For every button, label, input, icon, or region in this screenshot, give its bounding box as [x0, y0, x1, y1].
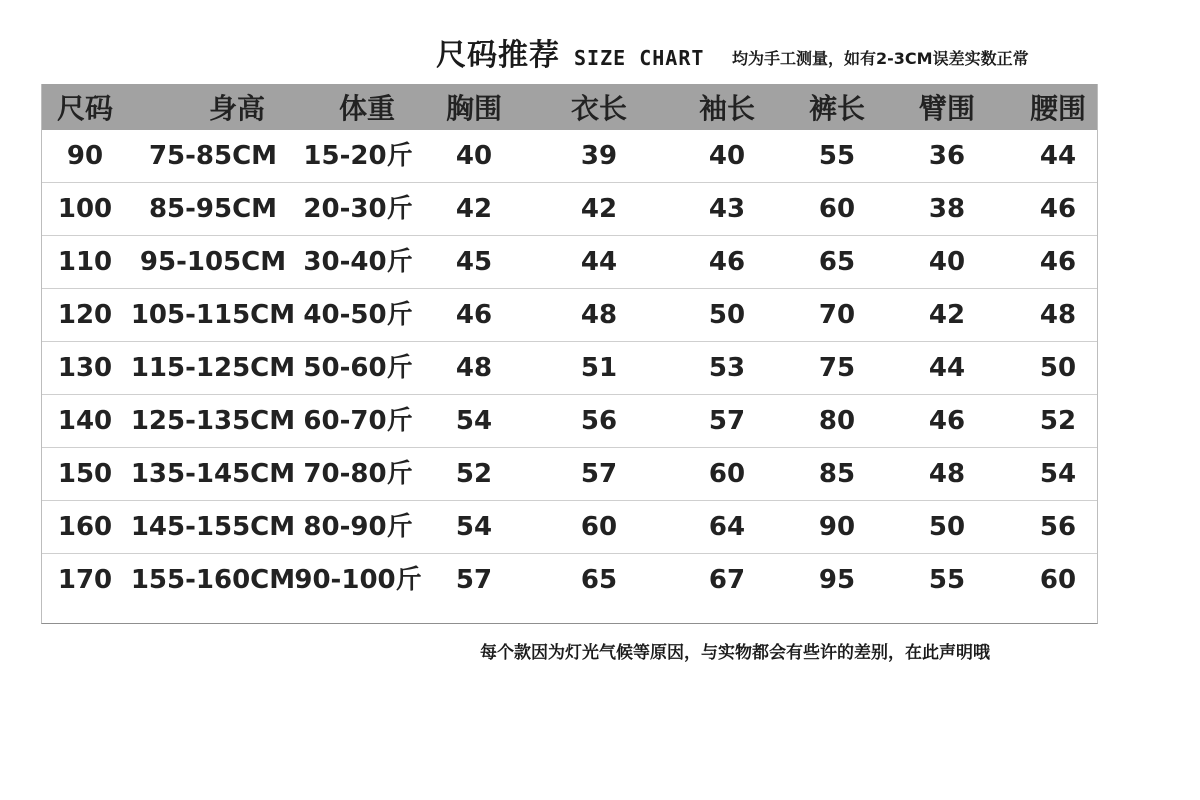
cell-chest: 48: [455, 353, 493, 383]
cell-waist: 52: [1039, 406, 1077, 436]
cell-size: 140: [57, 406, 113, 436]
cell-height: 135-145CM: [130, 459, 296, 489]
cell-pants: 75: [818, 353, 856, 383]
cell-pants: 80: [818, 406, 856, 436]
cell-sleeve: 67: [708, 565, 746, 595]
cell-height: 85-95CM: [148, 194, 278, 224]
cell-size: 160: [57, 512, 113, 542]
cell-arm: 55: [928, 565, 966, 595]
cell-height: 75-85CM: [148, 141, 278, 171]
column-header-waist: 腰围: [1029, 92, 1086, 125]
cell-sleeve: 40: [708, 141, 746, 171]
cell-length: 56: [580, 406, 618, 436]
disclaimer-note: 每个款因为灯光气候等原因，与实物都会有些许的差别，在此声明哦: [480, 643, 990, 663]
table-row: [42, 236, 1097, 289]
cell-height: 125-135CM: [130, 406, 296, 436]
cell-weight: 40-50斤: [303, 300, 413, 330]
cell-height: 115-125CM: [130, 353, 296, 383]
column-header-weight: 体重: [338, 92, 395, 125]
cell-weight: 50-60斤: [303, 353, 413, 383]
cell-size: 90: [66, 141, 104, 171]
cell-chest: 54: [455, 406, 493, 436]
cell-weight: 90-100斤: [294, 565, 422, 595]
cell-waist: 46: [1039, 194, 1077, 224]
cell-height: 155-160CM: [130, 565, 296, 595]
cell-chest: 52: [455, 459, 493, 489]
table-header-row: [42, 84, 1097, 130]
cell-size: 100: [57, 194, 113, 224]
cell-waist: 54: [1039, 459, 1077, 489]
column-header-length: 衣长: [570, 92, 627, 125]
cell-pants: 70: [818, 300, 856, 330]
cell-length: 48: [580, 300, 618, 330]
cell-size: 110: [57, 247, 113, 277]
cell-arm: 44: [928, 353, 966, 383]
cell-arm: 38: [928, 194, 966, 224]
table-row: [42, 448, 1097, 501]
cell-weight: 60-70斤: [303, 406, 413, 436]
column-header-height: 身高: [208, 92, 265, 125]
cell-chest: 54: [455, 512, 493, 542]
cell-length: 57: [580, 459, 618, 489]
cell-length: 39: [580, 141, 618, 171]
cell-pants: 95: [818, 565, 856, 595]
cell-waist: 56: [1039, 512, 1077, 542]
cell-arm: 40: [928, 247, 966, 277]
cell-waist: 60: [1039, 565, 1077, 595]
header: [0, 36, 1200, 80]
cell-arm: 42: [928, 300, 966, 330]
title-english: SIZE CHART: [574, 46, 705, 70]
size-chart-table: [41, 84, 1098, 624]
cell-length: 65: [580, 565, 618, 595]
table-row: [42, 342, 1097, 395]
cell-arm: 36: [928, 141, 966, 171]
cell-sleeve: 53: [708, 353, 746, 383]
cell-weight: 15-20斤: [303, 141, 413, 171]
column-header-sleeve: 袖长: [698, 92, 755, 125]
cell-size: 130: [57, 353, 113, 383]
cell-pants: 85: [818, 459, 856, 489]
table-row: [42, 395, 1097, 448]
cell-chest: 46: [455, 300, 493, 330]
cell-waist: 50: [1039, 353, 1077, 383]
cell-arm: 46: [928, 406, 966, 436]
cell-waist: 46: [1039, 247, 1077, 277]
measurement-note: 均为手工测量，如有2-3CM误差实数正常: [732, 49, 1029, 68]
cell-sleeve: 57: [708, 406, 746, 436]
cell-sleeve: 43: [708, 194, 746, 224]
cell-chest: 45: [455, 247, 493, 277]
cell-size: 150: [57, 459, 113, 489]
cell-chest: 40: [455, 141, 493, 171]
cell-sleeve: 46: [708, 247, 746, 277]
cell-weight: 70-80斤: [303, 459, 413, 489]
cell-height: 145-155CM: [130, 512, 296, 542]
table-row: [42, 289, 1097, 342]
table-row: [42, 554, 1097, 607]
cell-sleeve: 60: [708, 459, 746, 489]
cell-pants: 60: [818, 194, 856, 224]
table-row: [42, 183, 1097, 236]
cell-arm: 50: [928, 512, 966, 542]
column-header-arm: 臂围: [918, 92, 975, 125]
cell-weight: 20-30斤: [303, 194, 413, 224]
cell-pants: 65: [818, 247, 856, 277]
cell-arm: 48: [928, 459, 966, 489]
cell-weight: 30-40斤: [303, 247, 413, 277]
cell-waist: 44: [1039, 141, 1077, 171]
title-chinese: 尺码推荐: [436, 38, 560, 73]
cell-length: 44: [580, 247, 618, 277]
cell-waist: 48: [1039, 300, 1077, 330]
cell-sleeve: 64: [708, 512, 746, 542]
cell-length: 42: [580, 194, 618, 224]
cell-height: 105-115CM: [130, 300, 296, 330]
cell-chest: 42: [455, 194, 493, 224]
column-header-chest: 胸围: [445, 92, 502, 125]
cell-chest: 57: [455, 565, 493, 595]
cell-weight: 80-90斤: [303, 512, 413, 542]
cell-pants: 55: [818, 141, 856, 171]
cell-size: 120: [57, 300, 113, 330]
cell-pants: 90: [818, 512, 856, 542]
cell-length: 60: [580, 512, 618, 542]
cell-sleeve: 50: [708, 300, 746, 330]
cell-size: 170: [57, 565, 113, 595]
column-header-pants: 裤长: [808, 92, 865, 125]
cell-height: 95-105CM: [139, 247, 287, 277]
table-row: [42, 130, 1097, 183]
table-row: [42, 501, 1097, 554]
cell-length: 51: [580, 353, 618, 383]
column-header-size: 尺码: [56, 92, 113, 125]
